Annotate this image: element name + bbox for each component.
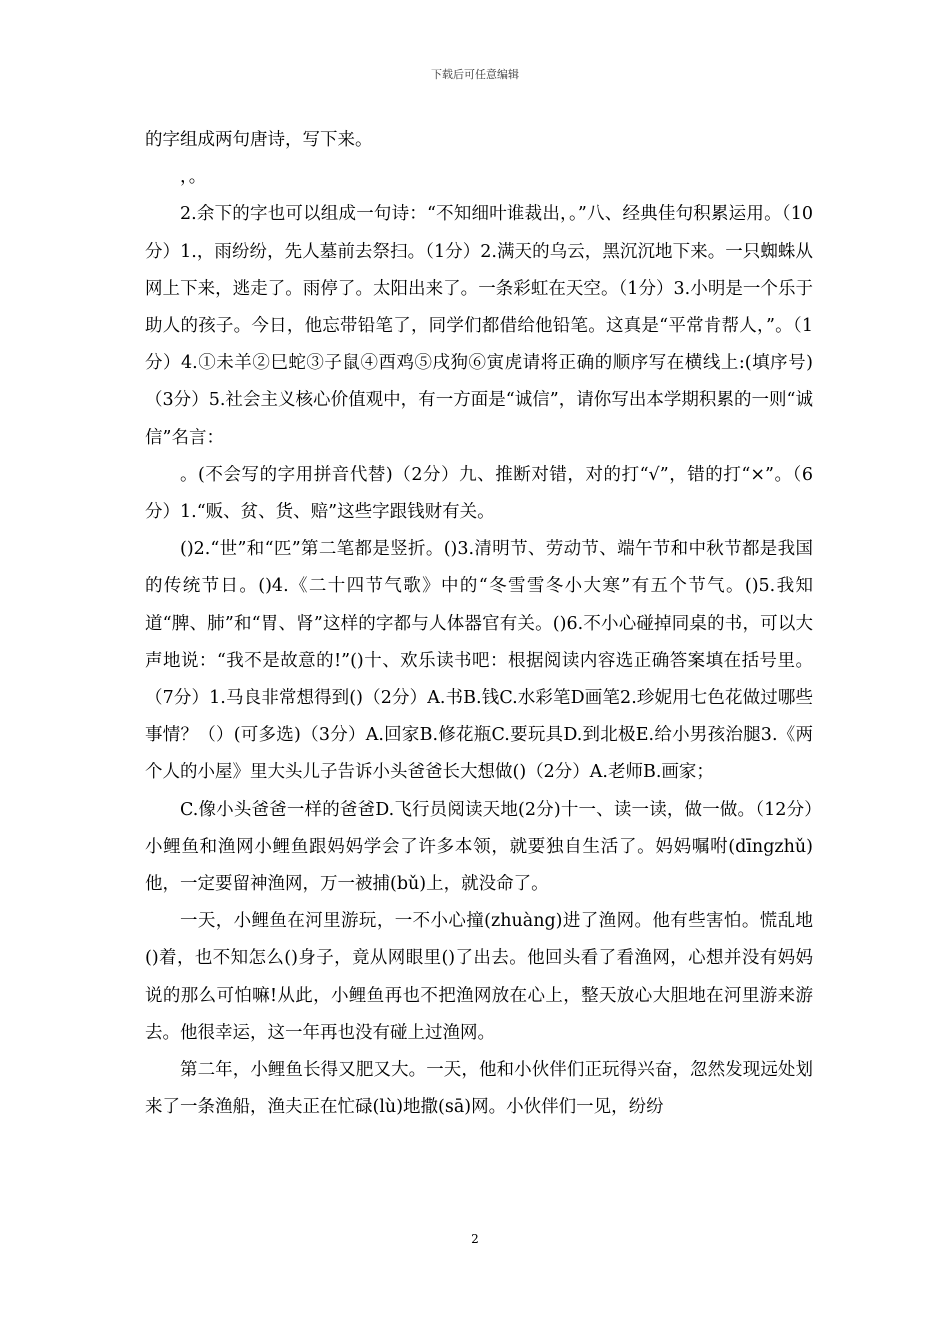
paragraph: ()2.“世”和“匹”第二笔都是竖折。()3.清明节、劳动节、端午节和中秋节都是我国的传统节日。()4.《二十四节气歌》中的“冬雪雪冬小大寒”有五个节气。()5.我知道“脾、肺”和“胃、肾”这样的字都与人体器官有关。()6.不小心碰掉同桌的书，可以大声地说：“我不是故意的!”()十、欢乐读书吧：根据阅读内容选正确答案填在括号里。（7分）1.马良非常想得到()（2分）A.书B.钱C.水彩笔D画笔2.珍妮用七色花做过哪些事情？（）(可多选)（3分）A.回家B.修花瓶C.要玩具D.到北极E.给小男孩治腿3.《两个人的小屋》里大头儿子告诉小头爸爸长大想做()（2分）A.老师B.画家； <box>145 539 813 783</box>
paragraph: 的字组成两句唐诗，写下来。 <box>145 130 373 150</box>
document-body <box>145 122 813 1126</box>
paragraph: 。(不会写的字用拼音代替)（2分）九、推断对错，对的打“√”，错的打“×”。（6分）1.“贩、贫、货、赔”这些字跟钱财有关。 <box>145 464 813 523</box>
paragraph: 2.余下的字也可以组成一句诗：“不知细叶谁裁出，。”八、经典佳句积累运用。（10分）1.，雨纷纷，先人墓前去祭扫。（1分）2.满天的乌云，黑沉沉地下来。一只蜘蛛从网上下来，逃走了。雨停了。太阳出来了。一条彩虹在天空。（1分）3.小明是一个乐于助人的孩子。今日，他忘带铅笔了，同学们都借给他铅笔。这真是“平常肯帮人，”。（1分）4.①未羊②巳蛇③子鼠④酉鸡⑤戌狗⑥寅虎请将正确的顺序写在横线上:(填序号)（3分）5.社会主义核心价值观中，有一方面是“诚信”，请你写出本学期积累的一则“诚信”名言： <box>145 204 813 448</box>
paragraph: ，。 <box>180 167 207 188</box>
page-number: 2 <box>471 1232 479 1246</box>
paragraph: 一天，小鲤鱼在河里游玩，一不小心撞(zhuàng)进了渔网。他有些害怕。慌乱地()着，也不知怎么()身子，竟从网眼里()了出去。他回头看了看渔网，心想并没有妈妈说的那么可怕嘛!从此，小鲤鱼再也不把渔网放在心上，整天放心大胆地在河里游来游去。他很幸运，这一年再也没有碰上过渔网。 <box>145 911 813 1043</box>
paragraph: 第二年，小鲤鱼长得又肥又大。一天，他和小伙伴们正玩得兴奋，忽然发现远处划来了一条渔船，渔夫正在忙碌(lù)地撒(sā)网。小伙伴们一见，纷纷 <box>145 1060 813 1118</box>
page-header: 下载后可任意编辑 <box>431 68 519 81</box>
paragraph: C.像小头爸爸一样的爸爸D.飞行员阅读天地(2分)十一、读一读，做一做。（12分）小鲤鱼和渔网小鲤鱼跟妈妈学会了许多本领，就要独自生活了。妈妈嘱咐(dīngzhǔ)他，一定要留神渔网，万一被捕(bǔ)上，就没命了。 <box>145 799 813 895</box>
